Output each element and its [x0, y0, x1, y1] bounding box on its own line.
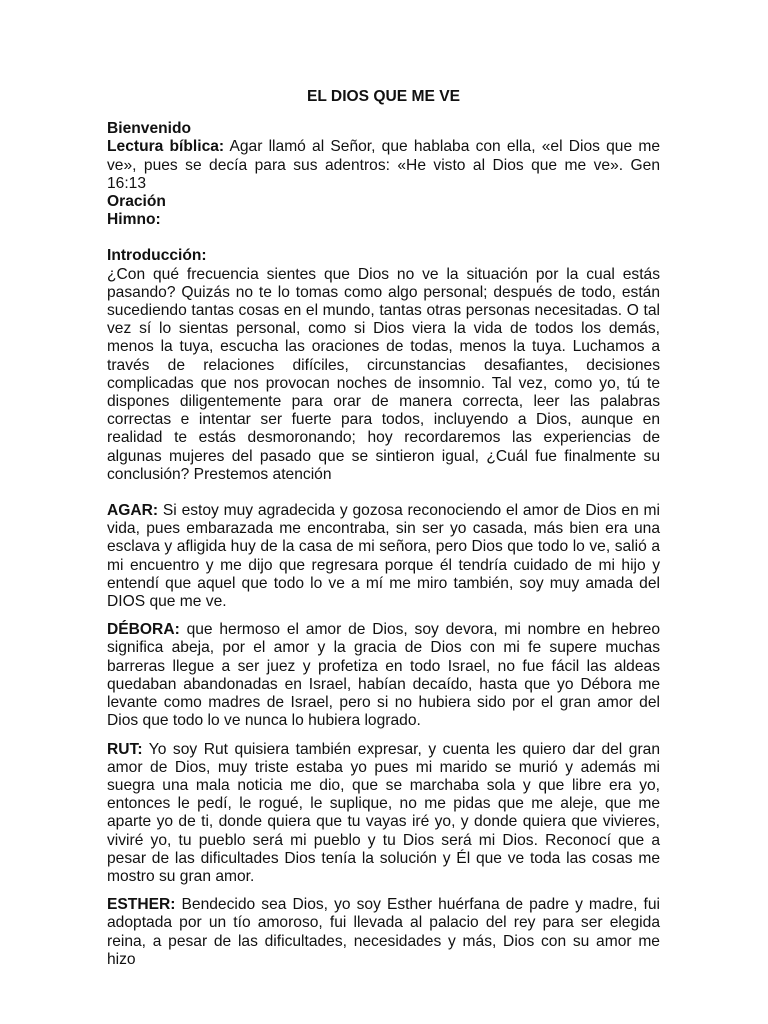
section-text: Yo soy Rut quisiera también expresar, y cuenta les quiero dar del gran amor de Dios, muy triste estaba yo pues mi marido se murió y además mi suegra una mala noticia me dio, que se marchaba sola y que libre era yo, entonces le pedí, le rogué, le suplique, no me pidas que me aleje, que me aparte yo de ti, donde quiera que tu vayas iré yo, y donde quiera que vivieres, viviré yo, tu pueblo será mi pueblo y tu Dios será mi Dios. Reconocí que a pesar de las dificultades Dios tenía la solución y Él que ve toda las cosas me mostro su gran amor.: [107, 740, 660, 885]
himno-heading: Himno:: [107, 211, 161, 229]
section-label: AGAR:: [107, 502, 159, 520]
bienvenido-heading: Bienvenido: [107, 120, 192, 138]
section-rut: [107, 741, 660, 887]
section-debora: [107, 621, 660, 730]
section-text: Si estoy muy agradecida y gozosa reconociendo el amor de Dios en mi vida, pues embarazada me encontraba, sin ser yo casada, más bien era una esclava y afligida huy de la casa de mi señora, pero Dios que todo lo ve, salió a mi encuentro y me dijo que regresara porque él tendría cuidado de mi hijo y entendí que aquel que todo lo ve a mí me miro también, soy muy amada del DIOS que me ve.: [107, 502, 660, 611]
oracion-heading: Oración: [107, 193, 166, 211]
lectura-text: Agar llamó al Señor, que hablaba con ella, «el Dios que me ve», pues se decía para sus adentros: «He visto al Dios que me ve». Gen 16:13: [107, 138, 660, 192]
introduccion-heading: Introducción:: [107, 247, 207, 265]
section-label: ESTHER:: [107, 896, 176, 914]
lectura-label: Lectura bíblica:: [107, 138, 225, 156]
section-esther: [107, 896, 660, 969]
document-page: [107, 88, 660, 969]
lectura-biblica: [107, 138, 660, 193]
introduccion-paragraph: ¿Con qué frecuencia sientes que Dios no ve la situación por la cual estás pasando? Quizás no te lo tomas como algo personal; después de todo, están sucediendo tantas cosas en el mundo, tantas otras personas necesitadas. O tal vez sí lo sientas personal, como si Dios viera la vida de todos los demás, menos la tuya, escucha las oraciones de todas, menos la tuya. Luchamos a través de relaciones difíciles, circunstancias desafiantes, decisiones complicadas que nos provocan noches de insomnio. Tal vez, como yo, tú te dispones diligentemente para orar de manera correcta, leer las palabras correctas e intentar ser fuerte para todos, incluyendo a Dios, aunque en realidad te estás desmoronando; hoy recordaremos las experiencias de algunas mujeres del pasado que se sintieron igual, ¿Cuál fue finalmente su conclusión? Prestemos atención: [107, 265, 660, 483]
spacer: [107, 229, 660, 247]
section-agar: [107, 502, 660, 611]
section-label: RUT:: [107, 740, 143, 758]
section-label: DÉBORA:: [107, 621, 180, 639]
section-text: Bendecido sea Dios, yo soy Esther huérfana de padre y madre, fui adoptada por un tío amoroso, fui llevada al palacio del rey para ser elegida reina, a pesar de las dificultades, necesidades y más, Dios con su amor me hizo: [107, 896, 660, 968]
document-title: EL DIOS QUE ME VE: [306, 88, 461, 105]
section-text: que hermoso el amor de Dios, soy devora, mi nombre en hebreo significa abeja, por el amor y la gracia de Dios con mi fe supere muchas barreras llegue a ser juez y profetiza en todo Israel, no fue fácil las aldeas quedaban abandonadas en Israel, habían decaído, hasta que yo Débora me levante como madres de Israel, pero si no hubiera sido por el gran amor del Dios que todo lo ve nunca lo hubiera logrado.: [107, 621, 660, 730]
